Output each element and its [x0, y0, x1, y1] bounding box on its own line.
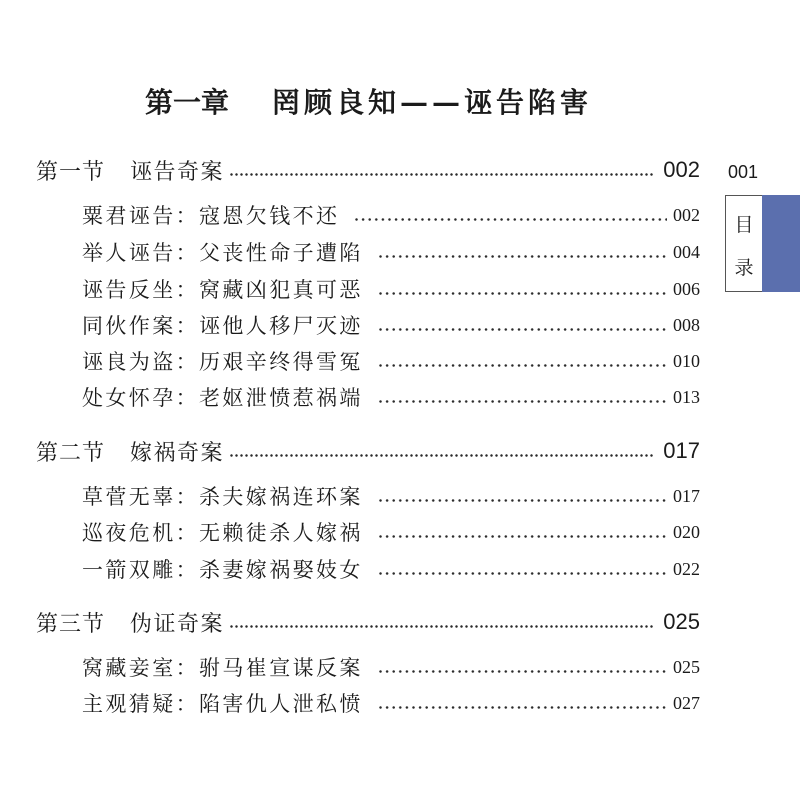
section-page-number: 017 [663, 438, 700, 463]
entry-page-number: 025 [673, 656, 700, 677]
entry-title: 粟君诬告：寇恩欠钱不还 [82, 204, 340, 228]
entry-title: 诬良为盗：历艰辛终得雪冤 [82, 350, 363, 374]
section-label: 第三节 [36, 611, 106, 637]
entry-title: 主观猜疑：陷害仇人泄私愤 [82, 692, 363, 716]
entry-title: 一箭双雕：杀妻嫁祸娶妓女 [82, 558, 363, 582]
entry-title: 窝藏妾室：驸马崔宣谋反案 [82, 656, 363, 680]
entry-page-number: 006 [673, 278, 700, 299]
section-page-number: 025 [663, 609, 700, 634]
entry-page-number: 027 [673, 692, 700, 713]
entry-row [82, 688, 700, 718]
section-row [36, 436, 700, 466]
contents-tab-char: 录 [734, 257, 754, 279]
dot-leader [379, 499, 667, 502]
dot-leader [379, 400, 667, 403]
chapter-title: 罔顾良知——诬告陷害 [272, 86, 593, 119]
section-row [36, 155, 700, 185]
contents-tab-accent [762, 195, 800, 292]
entry-title: 巡夜危机：无赖徒杀人嫁祸 [82, 521, 363, 545]
section-title: 诬告奇案 [130, 159, 225, 185]
dot-leader [230, 625, 655, 628]
entry-page-number: 010 [673, 350, 700, 371]
contents-tab [725, 195, 762, 292]
section-title: 嫁祸奇案 [130, 440, 225, 466]
section-label: 第一节 [36, 159, 106, 185]
dot-leader [379, 706, 667, 709]
entry-row [82, 652, 700, 682]
entry-page-number: 017 [673, 485, 700, 506]
dot-leader [355, 218, 667, 221]
entry-row [82, 274, 700, 304]
chapter-number: 第一章 [145, 86, 230, 119]
dot-leader [230, 173, 655, 176]
entry-page-number: 002 [673, 204, 700, 225]
section-row [36, 607, 700, 637]
chapter-heading [145, 85, 592, 121]
entry-title: 举人诬告：父丧性命子遭陷 [82, 241, 363, 265]
entry-title: 诬告反坐：窝藏凶犯真可恶 [82, 278, 363, 302]
entry-title: 处女怀孕：老妪泄愤惹祸端 [82, 386, 363, 410]
entry-row [82, 200, 700, 230]
dot-leader [379, 535, 667, 538]
entry-page-number: 022 [673, 558, 700, 579]
entry-page-number: 020 [673, 521, 700, 542]
dot-leader [379, 292, 667, 295]
entry-row [82, 554, 700, 584]
dot-leader [379, 364, 667, 367]
dot-leader [379, 670, 667, 673]
dot-leader [230, 454, 655, 457]
entry-row [82, 382, 700, 412]
contents-tab-char: 目 [734, 214, 754, 236]
dot-leader [379, 328, 667, 331]
entry-title: 草菅无辜：杀夫嫁祸连环案 [82, 485, 363, 509]
entry-page-number: 004 [673, 241, 700, 262]
section-label: 第二节 [36, 440, 106, 466]
section-page-number: 002 [663, 157, 700, 182]
entry-row [82, 517, 700, 547]
entry-row [82, 237, 700, 267]
dot-leader [379, 572, 667, 575]
section-title: 伪证奇案 [130, 611, 225, 637]
entry-page-number: 013 [673, 386, 700, 407]
entry-row [82, 310, 700, 340]
entry-title: 同伙作案：诬他人移尸灭迹 [82, 314, 363, 338]
entry-page-number: 008 [673, 314, 700, 335]
entry-row [82, 346, 700, 376]
page-number: 001 [728, 162, 759, 182]
entry-row [82, 481, 700, 511]
dot-leader [379, 255, 667, 258]
